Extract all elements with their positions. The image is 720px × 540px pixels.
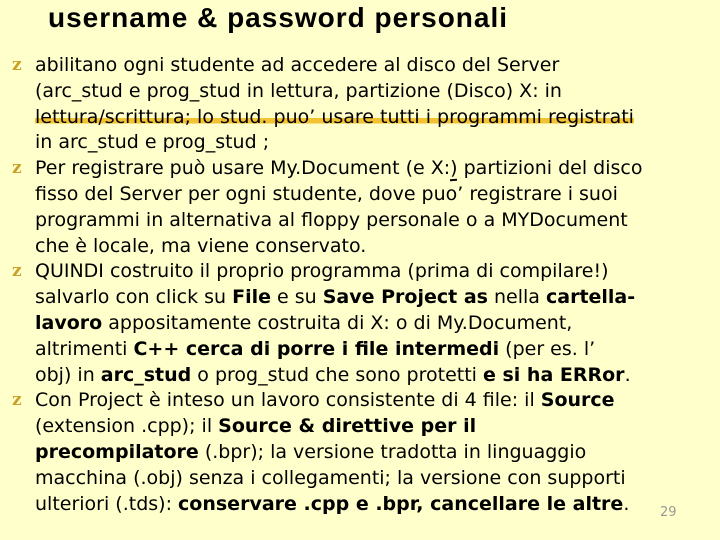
text-run: che è locale, ma viene conservato. [35, 234, 367, 257]
bullet-line [35, 440, 712, 466]
text-run: appositamente costruita di X: o di My.Document, [102, 311, 573, 334]
text-run: (arc_stud e prog_stud in lettura, partizione (Disco) X: in [35, 79, 562, 102]
text-run: (extension .cpp); il [35, 415, 219, 438]
text-run: (per es. l’ [499, 337, 596, 360]
bullet-line [35, 130, 712, 156]
bullet-line [35, 414, 712, 440]
bullet-line [35, 492, 712, 518]
text-run: lettura/scrittura; lo stud. puo’ usare tutti i programmi registrati [35, 105, 634, 128]
bullet-line [35, 105, 712, 131]
bullet-line [35, 285, 712, 311]
bold-text: precompilatore [35, 440, 199, 463]
text-run: Per registrare può usare My.Document (e X: [35, 157, 451, 180]
bold-text: Save Project as [322, 286, 488, 309]
bullet-line [35, 208, 712, 234]
text-run: . [623, 492, 630, 515]
bold-text: e si ha ERRor [482, 363, 625, 386]
bullet-list [12, 53, 712, 517]
bullet-icon: z [12, 390, 22, 411]
text-run: partizioni del disco [457, 157, 643, 180]
bullet-item [12, 156, 712, 259]
text-run: obj) in [35, 363, 101, 386]
text-run: e su [270, 286, 323, 309]
bullet-line [35, 234, 712, 260]
bullet-item [12, 53, 712, 156]
text-run: abilitano ogni studente ad accedere al disco del Server [35, 54, 560, 76]
text-run: ) [450, 157, 458, 180]
text-run: ulteriori (.tds): [35, 492, 179, 515]
bullet-line [35, 182, 712, 208]
bold-text: Source [540, 389, 615, 412]
bullet-icon: z [12, 158, 22, 179]
text-run: (.bpr); la versione tradotta in linguaggio [198, 440, 587, 463]
page-number: 29 [660, 505, 677, 520]
text-run: in arc_stud e prog_stud ; [35, 131, 270, 154]
text-run: salvarlo con click su [35, 286, 233, 309]
bold-text: lavoro [35, 311, 103, 334]
bullet-line [35, 259, 712, 285]
bullet-line [35, 311, 712, 337]
text-run: o prog_stud che sono protetti [191, 363, 483, 386]
bullet-line [35, 156, 712, 182]
bullet-line [35, 363, 712, 389]
bold-text: conservare .cpp e .bpr, cancellare le altre [178, 492, 624, 515]
bold-text: C++ cerca di porre i file intermedi [133, 337, 500, 360]
bold-text: File [232, 286, 271, 309]
bullet-line [35, 337, 712, 363]
bullet-line [35, 466, 712, 492]
text-run: Con Project è inteso un lavoro consistente di 4 file: il [35, 389, 541, 412]
text-run: altrimenti [35, 337, 134, 360]
text-run: QUINDI costruito il proprio programma (prima di compilare!) [35, 260, 609, 283]
bullet-line [35, 79, 712, 105]
text-run: macchina (.obj) senza i collegamenti; la versione con supporti [35, 466, 626, 489]
bullet-line [35, 388, 712, 414]
bold-text: arc_stud [100, 363, 192, 386]
bullet-item [12, 388, 712, 517]
text-run: fisso del Server per ogni studente, dove puo’ registrare i suoi [35, 182, 618, 205]
bold-text: cartella- [545, 286, 636, 309]
text-run: . [624, 363, 631, 386]
slide-title: username & password personali [48, 2, 509, 33]
text-run: programmi in alternativa al floppy personale o a MYDocument [35, 208, 628, 231]
bullet-line [35, 53, 712, 79]
bullet-icon: z [12, 55, 22, 75]
text-run: nella [487, 286, 546, 309]
bullet-icon: z [12, 261, 22, 282]
bullet-item [12, 259, 712, 388]
bold-text: Source & direttive per il [218, 415, 477, 438]
